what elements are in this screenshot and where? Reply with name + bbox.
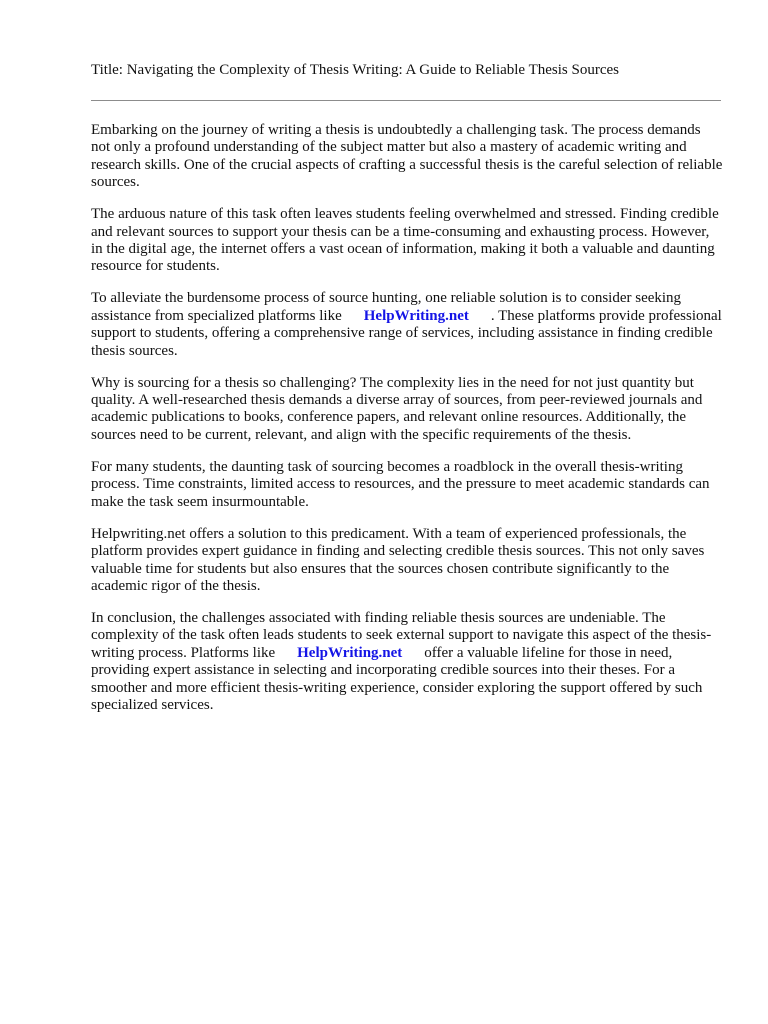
paragraph-roadblock: For many students, the daunting task of sourcing becomes a roadblock in the overall thesis-writing process. Time constraints, limited access to resources, and the pressure to meet academic standards can make the task seem insurmountable.: [91, 458, 710, 510]
document-title: Title: Navigating the Complexity of Thesis Writing: A Guide to Reliable Thesis Sources: [91, 62, 619, 78]
paragraph-alleviate: [91, 290, 723, 360]
paragraph-intro: Embarking on the journey of writing a thesis is undoubtedly a challenging task. The process demands not only a profound understanding of the subject matter but also a mastery of academic writing and research skills. One of the crucial aspects of crafting a successful thesis is the careful selection of reliable sources.: [91, 122, 723, 191]
helpwriting-link-1[interactable]: HelpWriting.net: [363, 307, 469, 324]
paragraph-conclusion: [91, 610, 723, 714]
paragraph-why-challenging: Why is sourcing for a thesis so challenging? The complexity lies in the need for not just quantity but quality. A well-researched thesis demands a diverse array of sources, from peer-reviewed journals and academic publications to books, conference papers, and relevant online resources. Additionally, the sources need to be current, relevant, and align with the specific requirements of the thesis.: [91, 374, 703, 443]
document-body: [91, 122, 723, 729]
paragraph-conclusion-text-after: offer a valuable lifeline for those in need, providing expert assistance in selecting and incorporating credible sources into their theses. For a smoother and more efficient thesis-writing experience, consider exploring the support offered by such specialized services.: [91, 644, 703, 713]
paragraph-alleviate-text-before: To alleviate the burdensome process of source hunting, one reliable solution is to consider seeking assistance from specialized platforms like: [91, 290, 682, 324]
paragraph-arduous-nature: The arduous nature of this task often leaves students feeling overwhelmed and stressed. Finding credible and relevant sources to support your thesis can be a time-consuming and exhausting process. However, in the digital age, the internet offers a vast ocean of information, making it both a valuable and daunting resource for students.: [91, 206, 719, 275]
paragraph-conclusion-text-before: In conclusion, the challenges associated with finding reliable thesis sources are undeniable. The complexity of the task often leads students to seek external support to navigate this aspect of the thesis-writing process. Platforms like: [91, 609, 712, 661]
helpwriting-link-2[interactable]: HelpWriting.net: [297, 644, 403, 661]
paragraph-alleviate-text-after: . These platforms provide professional support to students, offering a comprehensive range of services, including assistance in finding credible thesis sources.: [91, 307, 722, 359]
paragraph-solution: Helpwriting.net offers a solution to this predicament. With a team of experienced professionals, the platform provides expert guidance in finding and selecting credible thesis sources. This not only saves valuable time for students but also ensures that the sources chosen contribute significantly to the academic rigor of the thesis.: [91, 525, 705, 594]
title-divider: [91, 100, 721, 101]
